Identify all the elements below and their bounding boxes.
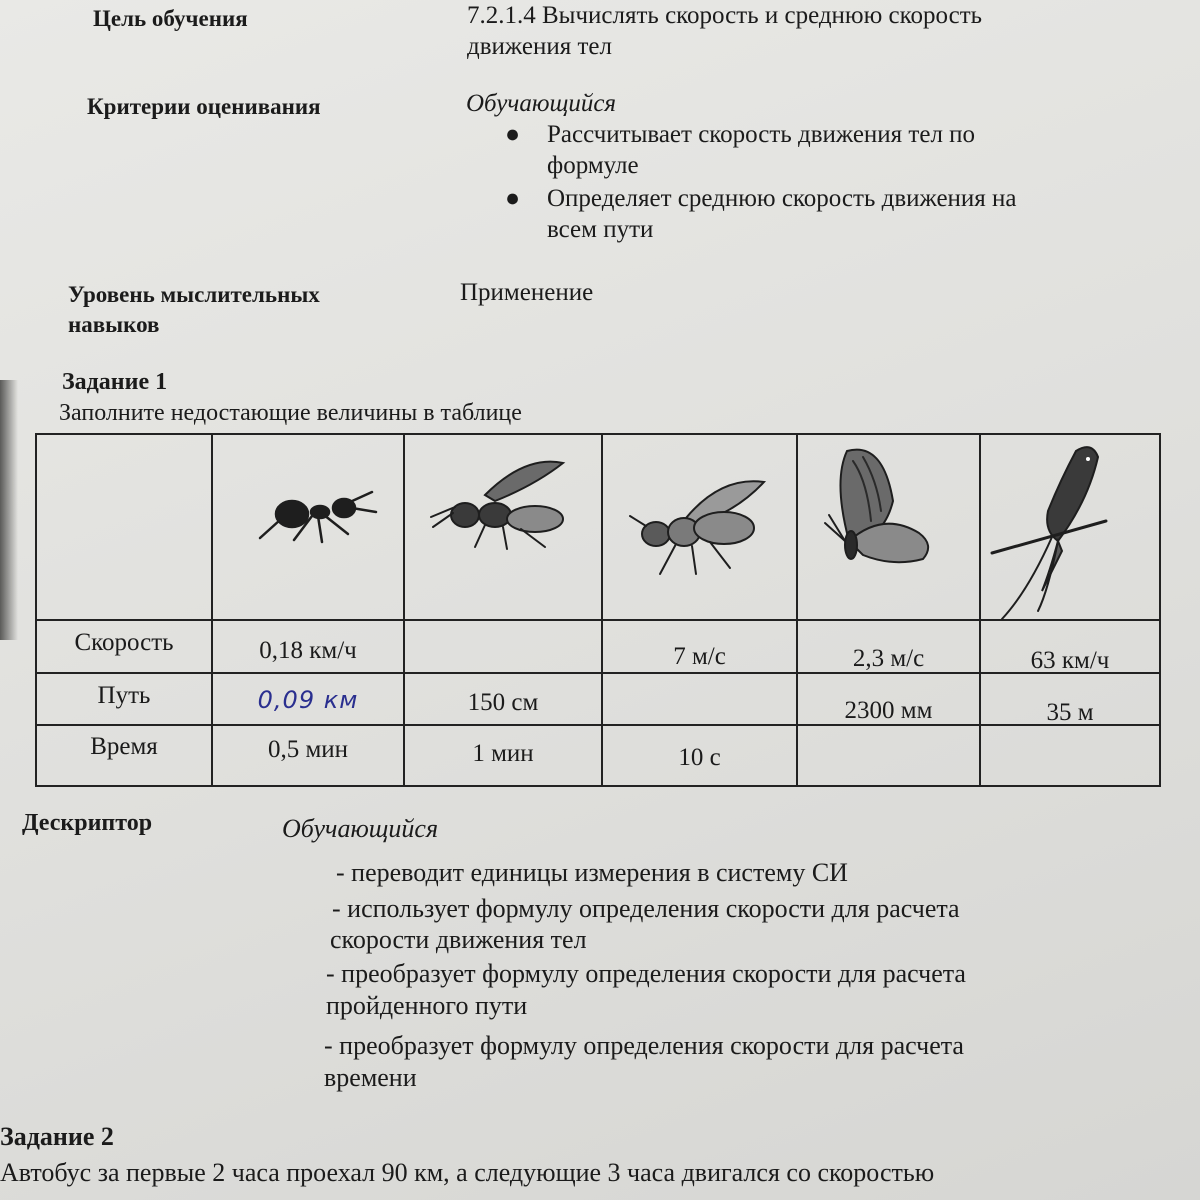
descriptor-line: - переводит единицы измерения в систему СИ — [336, 858, 848, 887]
swallow-icon — [988, 441, 1138, 621]
wasp-icon — [425, 455, 585, 555]
table-cell: 2,3 м/с — [852, 645, 925, 672]
table-cell: 7 м/с — [673, 643, 726, 670]
task2-text: Автобус за первые 2 часа проехал 90 км, а следующие 3 часа двигался со скоростью — [0, 1158, 935, 1187]
descriptor-line: времени — [324, 1063, 417, 1092]
descriptor-line: - преобразует формулу определения скорости для расчета — [324, 1031, 964, 1060]
task1-instruction: Заполните недостающие величины в таблице — [59, 400, 522, 426]
ant-icon — [252, 478, 382, 548]
descriptor-line: пройденного пути — [326, 991, 528, 1020]
table-cell: 35 м — [1046, 699, 1094, 726]
page-edge-shadow — [0, 380, 18, 640]
criteria-label: Критерии оценивания — [87, 94, 321, 119]
butterfly-icon — [823, 441, 943, 571]
handwritten-answer: 0,09 км — [257, 686, 359, 714]
table-cell: 2300 мм — [844, 697, 933, 724]
table-cell: 150 см — [467, 689, 539, 716]
task2-title: Задание 2 — [0, 1122, 114, 1151]
criteria-item: ● Определяет среднюю скорость движения на всем пути — [505, 185, 1017, 243]
descriptor-label: Дескриптор — [22, 810, 153, 836]
descriptor-line: - использует формулу определения скорости для расчета — [332, 894, 960, 923]
level-label: Уровень мыслительных навыков — [68, 282, 320, 337]
goal-text-line2: движения тел — [467, 33, 612, 60]
row-label-speed: Скорость — [74, 629, 174, 656]
task1-title: Задание 1 — [62, 369, 168, 395]
criteria-learner: Обучающийся — [466, 90, 617, 117]
speed-table — [30, 433, 1163, 789]
table-cell: 10 с — [678, 744, 721, 771]
descriptor-line: скорости движения тел — [330, 925, 587, 954]
descriptor-learner: Обучающийся — [282, 814, 439, 843]
table-cell: 0,18 км/ч — [259, 637, 357, 664]
level-value: Применение — [460, 279, 594, 306]
row-label-time: Время — [90, 733, 158, 760]
goal-label: Цель обучения — [93, 6, 248, 31]
bee-icon — [626, 478, 776, 578]
row-label-path: Путь — [97, 682, 151, 709]
goal-text-line1: 7.2.1.4 Вычислять скорость и среднюю скорость — [467, 2, 983, 29]
descriptor-line: - преобразует формулу определения скорости для расчета — [326, 959, 966, 988]
table-cell: 63 км/ч — [1030, 647, 1110, 674]
criteria-item: ● Рассчитывает скорость движения тел по формуле — [505, 121, 976, 179]
table-cell: 1 мин — [472, 740, 534, 767]
criteria-list — [505, 119, 1017, 247]
table-cell: 0,5 мин — [267, 736, 349, 763]
